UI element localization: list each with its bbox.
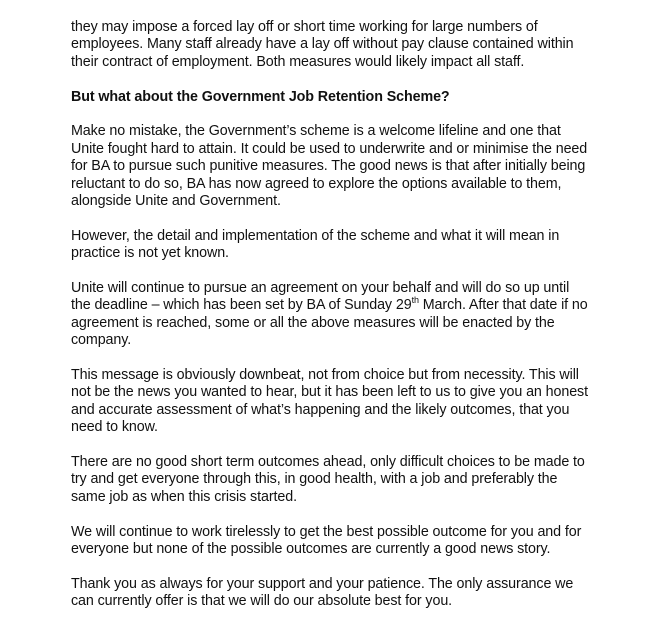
paragraph-lay-off: they may impose a forced lay off or short time working for large numbers of employees. Many staff already have a lay off without pay clause contained within their contract of employment. Both measures would likely impact all staff. xyxy=(71,19,574,70)
paragraph-thank-you: Thank you as always for your support and your patience. The only assurance we can currently offer is that we will do our absolute best for you. xyxy=(71,575,574,610)
deadline-text-end: March. After that date if no agreement is reached, some or all the above measures will be enacted by the company. xyxy=(71,297,588,349)
paragraph-downbeat-message: This message is obviously downbeat, not from choice but from necessity. This will not be the news you wanted to hear, but it has been left to us to give you an honest and accurate assessment of what’s happening and the likely outcomes, that you need to know. xyxy=(71,367,588,436)
paragraph-government-scheme: Make no mistake, the Government’s scheme is a welcome lifeline and one that Unite fought hard to attain. It could be used to underwrite and or minimise the need for BA to pursue such punitive measures. The good news is that after initially being reluctant to do so, BA has now agreed to explore the options available to them, alongside Unite and Government. xyxy=(71,123,588,210)
date-suffix: th xyxy=(411,295,419,306)
paragraph-commitment: We will continue to work tirelessly to get the best possible outcome for you and for everyone but none of the possible outcomes are currently a good news story. xyxy=(71,523,582,558)
paragraph-deadline xyxy=(71,280,591,350)
deadline-text-start: Unite will continue to pursue an agreement on your behalf and will do so up until the deadline – which has been set by BA of Sunday 29 xyxy=(71,280,570,314)
paragraph-scheme-details: However, the detail and implementation of the scheme and what it will mean in practice is not yet known. xyxy=(71,227,560,262)
paragraph-outcomes: There are no good short term outcomes ahead, only difficult choices to be made to try and get everyone through this, in good health, with a job and preferably the same job as when this crisis started. xyxy=(71,454,585,505)
section-heading: But what about the Government Job Retention Scheme? xyxy=(71,88,450,105)
document-body xyxy=(71,19,591,628)
